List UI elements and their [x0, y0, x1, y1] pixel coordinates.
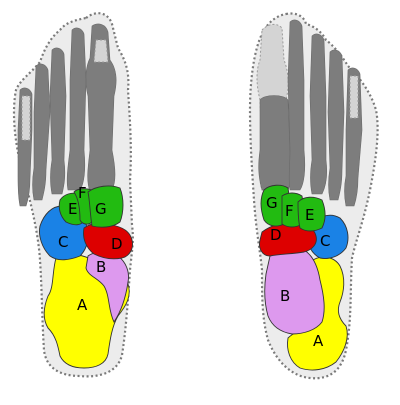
left-toe-5-dash: [22, 96, 30, 140]
right-label-d: D: [270, 226, 282, 244]
right-label-c: C: [320, 232, 331, 250]
left-label-d: D: [111, 235, 123, 253]
right-label-g: G: [266, 194, 278, 212]
right-label-e: E: [305, 206, 315, 224]
left-foot: [14, 13, 133, 376]
left-toe-1-distal-dash: [94, 40, 108, 62]
right-toe-4-bone: [328, 50, 344, 200]
right-label-f: F: [285, 202, 294, 220]
left-label-a: A: [77, 296, 88, 314]
right-label-b: B: [280, 287, 291, 305]
left-label-g: G: [95, 200, 107, 218]
right-toe-1-bone: [259, 96, 292, 191]
left-label-f: F: [78, 184, 87, 202]
right-label-a: A: [313, 332, 324, 350]
right-toe-2-bone: [288, 20, 305, 190]
right-toe-3-bone: [310, 34, 327, 194]
left-toe-3-bone: [50, 48, 66, 194]
left-label-c: C: [58, 233, 69, 251]
left-label-e: E: [68, 200, 78, 218]
left-label-b: B: [96, 258, 107, 276]
right-toe-5-dash: [350, 76, 358, 118]
